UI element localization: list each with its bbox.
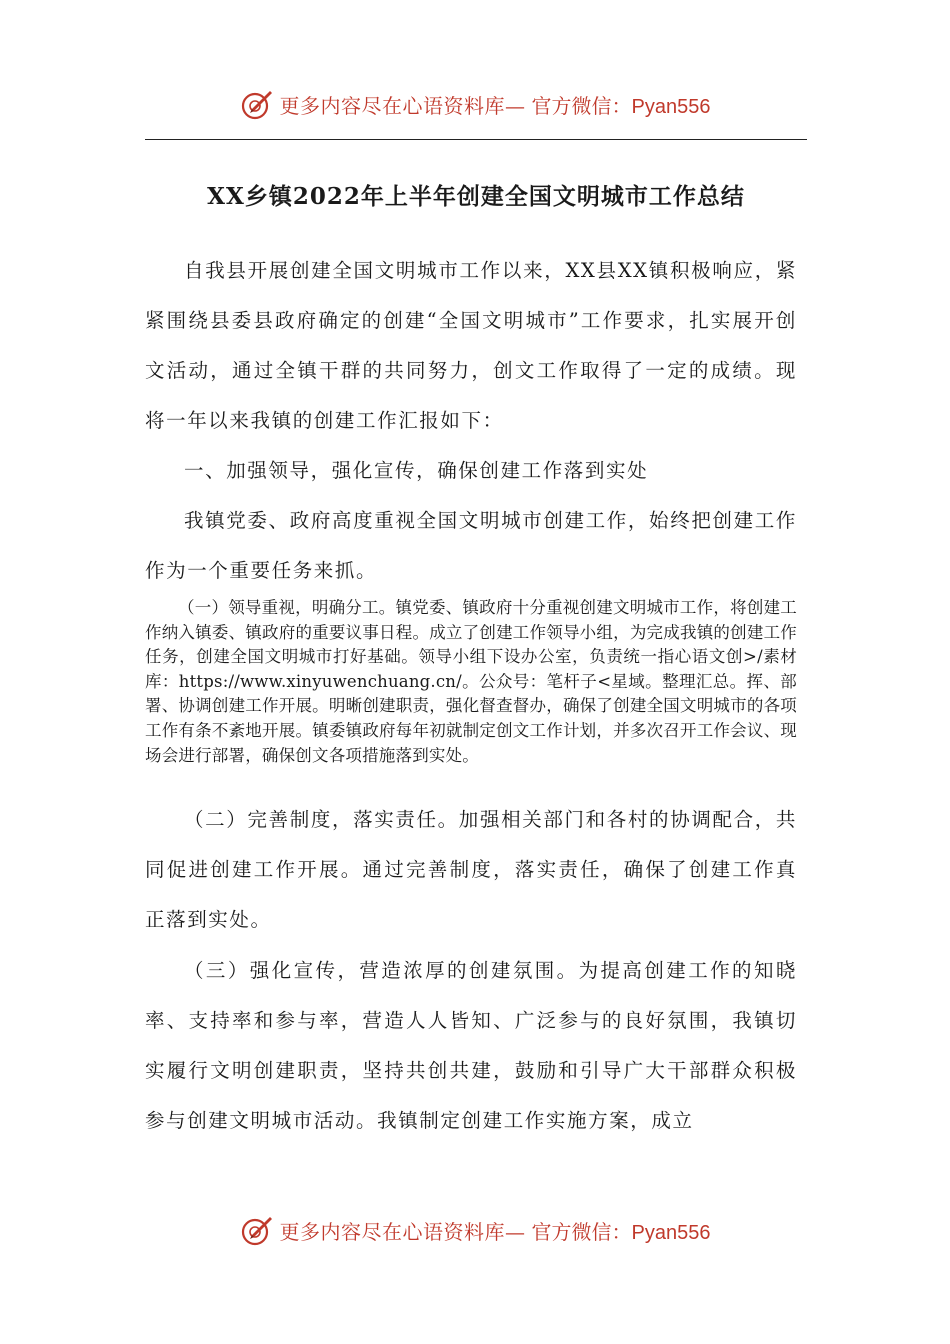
banner-contact-text: 官方微信：Pyan556 xyxy=(531,1221,711,1244)
pen-logo-icon xyxy=(240,87,274,121)
pen-logo-icon xyxy=(240,1213,274,1247)
header-divider xyxy=(145,139,807,140)
banner-brand-text: 更多内容尽在心语资料库— xyxy=(279,1219,526,1244)
document-title: XX乡镇2022年上半年创建全国文明城市工作总结 xyxy=(207,183,745,210)
header-banner xyxy=(0,84,950,124)
body-paragraph-small: （一）领导重视，明确分工。镇党委、镇政府十分重视创建文明城市工作，将创建工作纳入镇委、镇政府的重要议事日程。成立了创建工作领导小组，为完成我镇的创建工作任务，创建全国文明城市打好基础。领导小组下设办公室，负责统一指心语文创>/素材库：https://www.xinyuwenchuang.cn/。公众号：笔杆子<星域。整理汇总。挥、部署、协调创建工作开展。明晰创建职责，强化督查督办，确保了创建全国文明城市的各项工作有条不紊地开展。镇委镇政府每年初就制定创文工作计划，并多次召开工作会议、现场会进行部署，确保创文各项措施落到实处。 xyxy=(145,598,797,765)
banner-contact-text: 官方微信：Pyan556 xyxy=(531,95,711,118)
body-paragraph: （二）完善制度，落实责任。加强相关部门和各村的协调配合，共同促进创建工作开展。通过完善制度，落实责任，确保了创建工作真正落到实处。 xyxy=(145,808,797,931)
body-paragraph: 我镇党委、政府高度重视全国文明城市创建工作，始终把创建工作作为一个重要任务来抓。 xyxy=(145,509,797,582)
body-paragraph: （三）强化宣传，营造浓厚的创建氛围。为提高创建工作的知晓率、支持率和参与率，营造人人皆知、广泛参与的良好氛围，我镇切实履行文明创建职责，坚持共创共建，鼓励和引导广大干部群众积极参与创建文明城市活动。我镇制定创建工作实施方案，成立 xyxy=(145,959,797,1132)
body-paragraph: 自我县开展创建全国文明城市工作以来，XX县XX镇积极响应，紧紧围绕县委县政府确定的创建“全国文明城市”工作要求，扎实展开创文活动，通过全镇干群的共同努力，创文工作取得了一定的成绩。现将一年以来我镇的创建工作汇报如下： xyxy=(145,259,797,432)
section-heading: 一、加强领导，强化宣传，确保创建工作落到实处 xyxy=(184,459,649,482)
footer-banner xyxy=(0,1210,950,1250)
banner-brand-text: 更多内容尽在心语资料库— xyxy=(279,93,526,118)
